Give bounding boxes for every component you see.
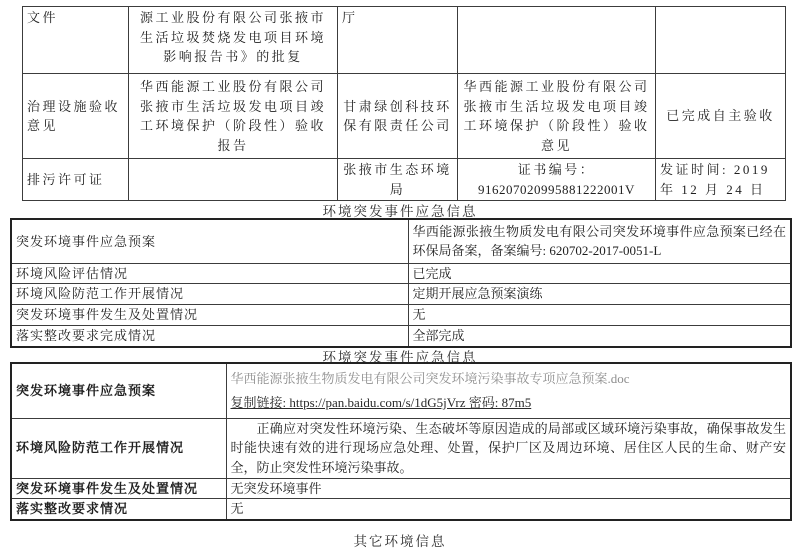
emergency-info-table-1 [10, 218, 792, 348]
certificate-number-value: 916207020995881222001V [478, 181, 635, 197]
table-row-risk-assessment [11, 263, 791, 284]
table-row-discharge-permit [23, 159, 786, 201]
risk-prevention-description: 正确应对突发性环境污染、生态破坏等原因造成的局部或区域环境污染事故，确保事故发生时能快速有效的进行现场应急处理、处置，保护厂区及周边环境、居住区人民的生命、财产安全，防止突发性环境污染事故。 [226, 418, 791, 478]
incident-handling-status: 无 [408, 305, 791, 326]
emergency-plan-filing-text: 华西能源张掖生物质发电有限公司突发环境事件应急预案已经在环保局备案，备案编号: 620702-2017-0051-L [408, 219, 791, 263]
rectification-status: 无 [226, 499, 791, 520]
row-label-incident-handling: 突发环境事件发生及处置情况 [11, 305, 408, 326]
permit-issuer-name: 张掖市生态环境局 [338, 159, 458, 201]
risk-prevention-status: 定期开展应急预案演练 [408, 284, 791, 305]
section-title-other-env-info: 其它环境信息 [353, 534, 447, 549]
table-row-incident-handling [11, 305, 791, 326]
table-row-emergency-plan-doc [11, 363, 791, 418]
table-row-emergency-plan [11, 219, 791, 263]
table-row-rectification [11, 499, 791, 520]
table-row-acceptance-opinion [23, 74, 786, 159]
plan-doc-filename: 华西能源张掖生物质发电有限公司突发环境污染事故专项应急预案.doc [230, 370, 630, 386]
row-label-document: 文件 [23, 7, 129, 74]
row-label-acceptance-opinion: 治理设施验收意见 [23, 74, 129, 159]
empty-cell [656, 7, 786, 74]
row-label-incident-handling: 突发环境事件发生及处置情况 [11, 478, 226, 499]
approval-document-text: 源工业股份有限公司张掖市生活垃圾焚烧发电项目环境影响报告书》的批复 [129, 7, 338, 74]
acceptance-agency-name: 甘肃绿创科技环保有限责任公司 [338, 74, 458, 159]
row-label-emergency-plan: 突发环境事件应急预案 [11, 363, 226, 418]
empty-cell [129, 159, 338, 201]
acceptance-opinion-title: 华西能源工业股份有限公司张掖市生活垃圾发电项目竣工环境保护（阶段性）验收意见 [458, 74, 656, 159]
row-label-rectification: 落实整改要求情况 [11, 499, 226, 520]
empty-cell [458, 7, 656, 74]
table-row-risk-prevention [11, 284, 791, 305]
basic-env-info-table [22, 6, 786, 201]
table-row-document [23, 7, 786, 74]
permit-certificate-number-cell [458, 159, 656, 201]
row-label-risk-prevention: 环境风险防范工作开展情况 [11, 284, 408, 305]
emergency-info-table-2 [10, 362, 792, 521]
row-label-discharge-permit: 排污许可证 [23, 159, 129, 201]
incident-handling-status: 无突发环境事件 [226, 478, 791, 499]
table-row-rectification [11, 326, 791, 347]
approval-authority-text: 厅 [338, 7, 458, 74]
permit-issue-date: 发证时间: 2019 年 12 月 24 日 [656, 159, 786, 201]
row-label-risk-assessment: 环境风险评估情况 [11, 263, 408, 284]
section-title-emergency-info-1: 环境突发事件应急信息 [322, 204, 478, 219]
risk-assessment-status: 已完成 [408, 263, 791, 284]
acceptance-report-title: 华西能源工业股份有限公司张掖市生活垃圾发电项目竣工环境保护（阶段性）验收报告 [129, 74, 338, 159]
section-title-emergency-info-2: 环境突发事件应急信息 [322, 350, 478, 365]
rectification-status: 全部完成 [408, 326, 791, 347]
table-row-incident-handling [11, 478, 791, 499]
emergency-plan-attachment-cell [226, 363, 791, 418]
row-label-rectification: 落实整改要求完成情况 [11, 326, 408, 347]
certificate-number-label: 证书编号： [517, 162, 596, 177]
row-label-emergency-plan: 突发环境事件应急预案 [11, 219, 408, 263]
plan-download-link[interactable]: 复制链接: https://pan.baidu.com/s/1dG5jVrz 密码: 87m5 [230, 394, 532, 410]
table-row-risk-prevention-detail [11, 418, 791, 478]
row-label-risk-prevention: 环境风险防范工作开展情况 [11, 418, 226, 478]
acceptance-status-text: 已完成自主验收 [656, 74, 786, 159]
